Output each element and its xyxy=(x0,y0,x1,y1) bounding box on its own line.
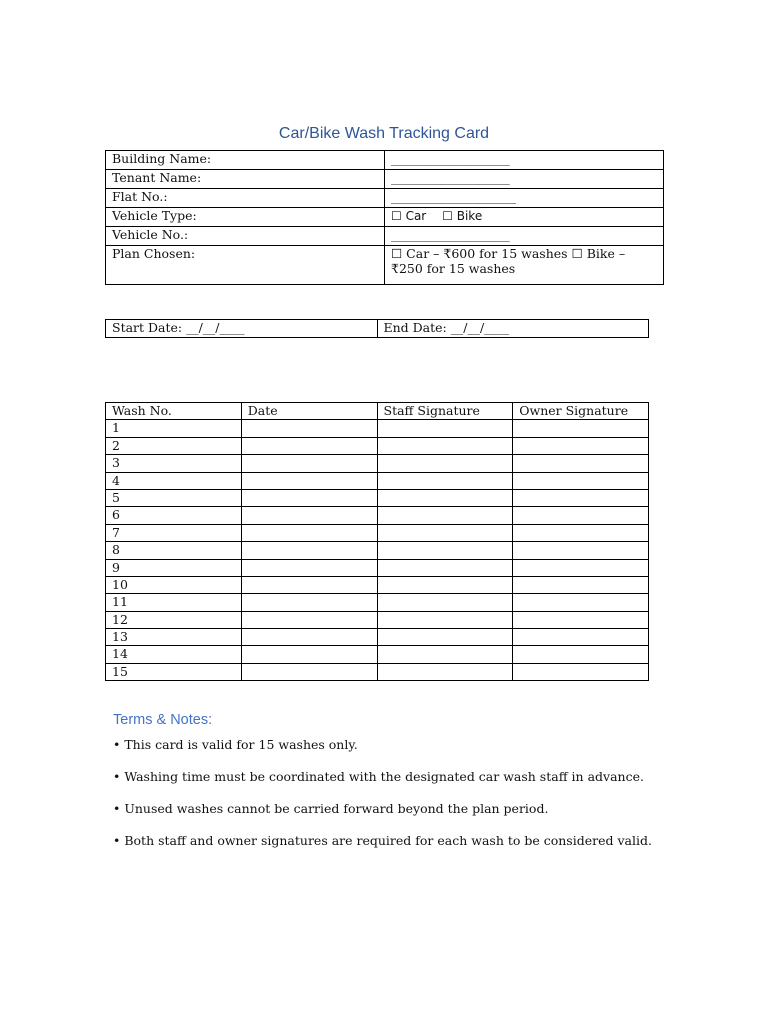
header-wash-no: Wash No. xyxy=(106,403,242,420)
owner-signature-cell[interactable] xyxy=(513,507,649,524)
owner-signature-cell[interactable] xyxy=(513,472,649,489)
wash-row xyxy=(106,542,649,559)
wash-number-cell: 5 xyxy=(106,489,242,506)
wash-row xyxy=(106,559,649,576)
date-cell[interactable] xyxy=(241,611,377,628)
staff-signature-cell[interactable] xyxy=(377,437,513,454)
wash-number-cell: 3 xyxy=(106,455,242,472)
wash-number-cell: 13 xyxy=(106,629,242,646)
staff-signature-cell[interactable] xyxy=(377,629,513,646)
owner-signature-cell[interactable] xyxy=(513,611,649,628)
staff-signature-cell[interactable] xyxy=(377,455,513,472)
staff-signature-cell[interactable] xyxy=(377,646,513,663)
date-cell[interactable] xyxy=(241,472,377,489)
wash-row xyxy=(106,420,649,437)
staff-signature-cell[interactable] xyxy=(377,489,513,506)
header-owner-signature: Owner Signature xyxy=(513,403,649,420)
owner-signature-cell[interactable] xyxy=(513,559,649,576)
wash-number-cell: 11 xyxy=(106,594,242,611)
wash-row xyxy=(106,472,649,489)
date-cell[interactable] xyxy=(241,437,377,454)
wash-log-table xyxy=(105,402,649,681)
notes-heading: Terms & Notes: xyxy=(113,712,213,728)
vehicle-type-row xyxy=(106,208,664,227)
start-date-field[interactable]: Start Date: __/__/____ xyxy=(106,320,378,338)
tenant-info-table xyxy=(105,150,664,285)
date-cell[interactable] xyxy=(241,524,377,541)
owner-signature-cell[interactable] xyxy=(513,542,649,559)
owner-signature-cell[interactable] xyxy=(513,663,649,680)
wash-number-cell: 9 xyxy=(106,559,242,576)
wash-number-cell: 15 xyxy=(106,663,242,680)
plan-row xyxy=(106,246,664,285)
wash-table-header xyxy=(106,403,649,420)
bike-checkbox[interactable]: ☐ Bike xyxy=(442,209,483,223)
owner-signature-cell[interactable] xyxy=(513,455,649,472)
owner-signature-cell[interactable] xyxy=(513,437,649,454)
wash-row xyxy=(106,455,649,472)
wash-row xyxy=(106,576,649,593)
vehicle-type-options xyxy=(385,208,664,227)
wash-row xyxy=(106,594,649,611)
staff-signature-cell[interactable] xyxy=(377,594,513,611)
staff-signature-cell[interactable] xyxy=(377,542,513,559)
owner-signature-cell[interactable] xyxy=(513,646,649,663)
staff-signature-cell[interactable] xyxy=(377,663,513,680)
flat-field[interactable]: ____________________ xyxy=(385,189,664,208)
staff-signature-cell[interactable] xyxy=(377,420,513,437)
wash-number-cell: 12 xyxy=(106,611,242,628)
staff-signature-cell[interactable] xyxy=(377,611,513,628)
owner-signature-cell[interactable] xyxy=(513,489,649,506)
date-cell[interactable] xyxy=(241,489,377,506)
staff-signature-cell[interactable] xyxy=(377,507,513,524)
wash-row xyxy=(106,611,649,628)
wash-row xyxy=(106,663,649,680)
vehicle-no-row xyxy=(106,227,664,246)
tenant-field[interactable]: ___________________ xyxy=(385,170,664,189)
wash-row xyxy=(106,629,649,646)
header-date: Date xyxy=(241,403,377,420)
date-cell[interactable] xyxy=(241,576,377,593)
note-item: • Both staff and owner signatures are required for each wash to be considered valid. xyxy=(113,833,652,848)
vehicle-type-label: Vehicle Type: xyxy=(106,208,385,227)
wash-row xyxy=(106,489,649,506)
date-cell[interactable] xyxy=(241,629,377,646)
date-cell[interactable] xyxy=(241,507,377,524)
building-row xyxy=(106,151,664,170)
date-cell[interactable] xyxy=(241,559,377,576)
date-cell[interactable] xyxy=(241,663,377,680)
car-checkbox[interactable]: ☐ Car xyxy=(391,209,427,223)
flat-row xyxy=(106,189,664,208)
building-field[interactable]: ___________________ xyxy=(385,151,664,170)
card-title: Car/Bike Wash Tracking Card xyxy=(278,125,490,142)
owner-signature-cell[interactable] xyxy=(513,629,649,646)
flat-label: Flat No.: xyxy=(106,189,385,208)
owner-signature-cell[interactable] xyxy=(513,420,649,437)
wash-number-cell: 2 xyxy=(106,437,242,454)
wash-row xyxy=(106,524,649,541)
date-cell[interactable] xyxy=(241,455,377,472)
owner-signature-cell[interactable] xyxy=(513,594,649,611)
wash-number-cell: 4 xyxy=(106,472,242,489)
staff-signature-cell[interactable] xyxy=(377,576,513,593)
owner-signature-cell[interactable] xyxy=(513,524,649,541)
note-item: • Washing time must be coordinated with the designated car wash staff in advance. xyxy=(113,769,644,784)
building-label: Building Name: xyxy=(106,151,385,170)
staff-signature-cell[interactable] xyxy=(377,472,513,489)
plan-label: Plan Chosen: xyxy=(106,246,385,285)
staff-signature-cell[interactable] xyxy=(377,559,513,576)
wash-number-cell: 1 xyxy=(106,420,242,437)
wash-row xyxy=(106,437,649,454)
wash-table-body xyxy=(106,420,649,681)
wash-number-cell: 14 xyxy=(106,646,242,663)
wash-row xyxy=(106,507,649,524)
date-cell[interactable] xyxy=(241,646,377,663)
staff-signature-cell[interactable] xyxy=(377,524,513,541)
wash-number-cell: 6 xyxy=(106,507,242,524)
note-item: • Unused washes cannot be carried forward beyond the plan period. xyxy=(113,801,549,816)
date-cell[interactable] xyxy=(241,542,377,559)
vehicle-no-label: Vehicle No.: xyxy=(106,227,385,246)
vehicle-no-field[interactable]: ___________________ xyxy=(385,227,664,246)
owner-signature-cell[interactable] xyxy=(513,576,649,593)
date-cell[interactable] xyxy=(241,420,377,437)
wash-row xyxy=(106,646,649,663)
end-date-field[interactable]: End Date: __/__/____ xyxy=(377,320,649,338)
wash-number-cell: 7 xyxy=(106,524,242,541)
header-staff-signature: Staff Signature xyxy=(377,403,513,420)
wash-number-cell: 8 xyxy=(106,542,242,559)
wash-number-cell: 10 xyxy=(106,576,242,593)
tenant-label: Tenant Name: xyxy=(106,170,385,189)
plan-options[interactable]: ☐ Car – ₹600 for 15 washes ☐ Bike – ₹250 for 15 washes xyxy=(385,246,664,285)
note-item: • This card is valid for 15 washes only. xyxy=(113,737,358,752)
date-cell[interactable] xyxy=(241,594,377,611)
dates-table xyxy=(105,319,649,338)
tenant-row xyxy=(106,170,664,189)
